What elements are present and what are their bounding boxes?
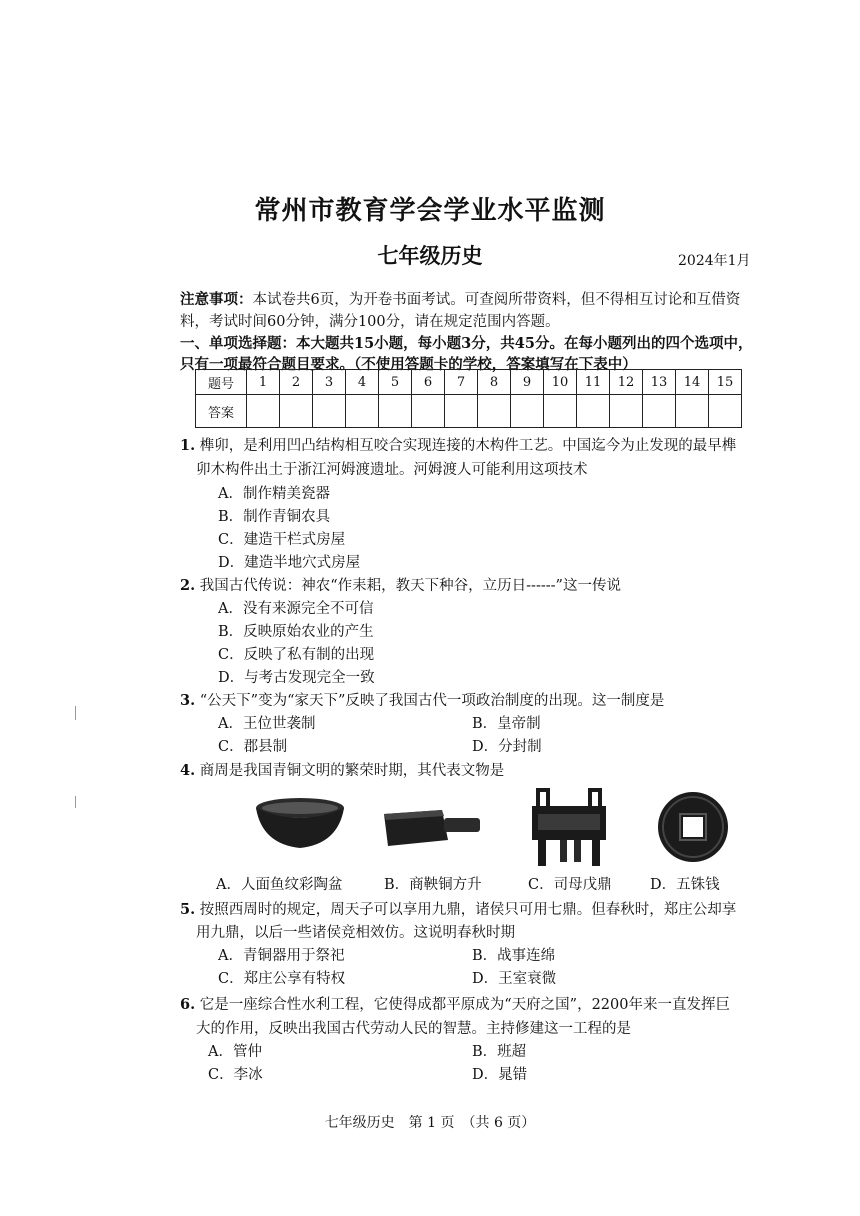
- answer-cell[interactable]: [676, 395, 709, 428]
- q2-option-c[interactable]: C．反映了私有制的出现: [218, 647, 375, 663]
- q3-option-c[interactable]: C．郡县制: [218, 739, 288, 755]
- answer-table: [195, 369, 742, 428]
- question-number-cell: 11: [577, 370, 610, 395]
- question-6-stem-1: [180, 993, 730, 1014]
- answer-table-answer-row: [196, 395, 742, 428]
- q5-option-d[interactable]: D．王室衰微: [472, 971, 557, 987]
- question-text: 它是一座综合性水利工程，它使得成都平原成为“天府之国”，2200年来一直发挥巨: [199, 997, 730, 1013]
- q2-option-b[interactable]: B．反映原始农业的产生: [218, 624, 374, 640]
- section-header-1: 一、单项选择题：本大题共15小题，每小题3分，共45分。在每小题列出的四个选项中，: [180, 335, 753, 352]
- q4-option-d[interactable]: D．五铢钱: [650, 877, 720, 893]
- answer-cell[interactable]: [643, 395, 676, 428]
- section-header-2: 只有一项最符合题目要求。（不使用答题卡的学校，答案填写在下表中）: [180, 356, 637, 373]
- question-number-cell: 6: [412, 370, 445, 395]
- notice-line-2: 料，考试时间60分钟，满分100分，请在规定范围内答题。: [180, 314, 560, 330]
- question-4-stem: [180, 759, 504, 780]
- question-number: 1.: [180, 437, 196, 454]
- question-text: 商周是我国青铜文明的繁荣时期，其代表文物是: [199, 763, 505, 779]
- q2-option-d[interactable]: D．与考古发现完全一致: [218, 670, 375, 686]
- question-1-stem-2: 卯木构件出土于浙江河姆渡遗址。河姆渡人可能利用这项技术: [196, 462, 588, 478]
- question-5-stem-1: [180, 898, 736, 919]
- q4-option-a[interactable]: A．人面鱼纹彩陶盆: [216, 877, 343, 893]
- question-number-cell: 13: [643, 370, 676, 395]
- notice-line-1: [180, 288, 740, 309]
- shang-yang-bronze-measure-image: [378, 804, 486, 848]
- question-text: “公天下”变为“家天下”反映了我国古代一项政治制度的出现。这一制度是: [199, 693, 665, 709]
- question-number-cell: 8: [478, 370, 511, 395]
- question-number-cell: 14: [676, 370, 709, 395]
- question-number: 2.: [180, 577, 196, 594]
- question-text: 我国古代传说：神农“作耒耜，教天下种谷，立历日------”这一传说: [199, 578, 621, 594]
- exam-date: 2024年1月: [678, 253, 751, 269]
- question-6-stem-2: 大的作用，反映出我国古代劳动人民的智慧。主持修建这一工程的是: [196, 1021, 631, 1037]
- answer-cell[interactable]: [544, 395, 577, 428]
- answer-cell[interactable]: [379, 395, 412, 428]
- question-number: 4.: [180, 762, 196, 779]
- answer-cell[interactable]: [247, 395, 280, 428]
- answer-cell[interactable]: [412, 395, 445, 428]
- page-footer: 七年级历史 第 1 页 （共 6 页）: [324, 1115, 536, 1131]
- q6-option-d[interactable]: D．晁错: [472, 1067, 528, 1083]
- answer-table-label: 答案: [196, 395, 247, 428]
- wuzhu-coin-image: [656, 790, 730, 864]
- scan-mark: [75, 796, 76, 808]
- notice-text-1: 本试卷共6页，为开卷书面考试。可查阅所带资料，但不得相互讨论和互借资: [252, 292, 741, 308]
- q5-option-a[interactable]: A．青铜器用于祭祀: [218, 948, 345, 964]
- exam-subject: 七年级历史: [377, 243, 483, 268]
- question-number-cell: 7: [445, 370, 478, 395]
- answer-cell[interactable]: [346, 395, 379, 428]
- answer-cell[interactable]: [478, 395, 511, 428]
- question-number-cell: 5: [379, 370, 412, 395]
- question-number-cell: 12: [610, 370, 643, 395]
- answer-cell[interactable]: [313, 395, 346, 428]
- q3-option-b[interactable]: B．皇帝制: [472, 716, 541, 732]
- question-number: 3.: [180, 692, 196, 709]
- answer-cell[interactable]: [610, 395, 643, 428]
- exam-title: 常州市教育学会学业水平监测: [254, 196, 606, 226]
- q1-option-c[interactable]: C．建造干栏式房屋: [218, 532, 346, 548]
- answer-cell[interactable]: [511, 395, 544, 428]
- q1-option-d[interactable]: D．建造半地穴式房屋: [218, 555, 361, 571]
- q5-option-b[interactable]: B．战事连绵: [472, 948, 556, 964]
- question-number-cell: 1: [247, 370, 280, 395]
- question-text: 榫卯，是利用凹凸结构相互咬合实现连接的木构件工艺。中国迄今为止发现的最早榫: [199, 438, 737, 454]
- q4-option-b[interactable]: B．商鞅铜方升: [384, 877, 482, 893]
- answer-cell[interactable]: [445, 395, 478, 428]
- answer-table-number-row: [196, 370, 742, 395]
- question-number-cell: 3: [313, 370, 346, 395]
- q6-option-a[interactable]: A．管仲: [208, 1044, 262, 1060]
- question-number-cell: 2: [280, 370, 313, 395]
- q4-option-c[interactable]: C．司母戊鼎: [528, 877, 612, 893]
- question-number: 5.: [180, 901, 196, 918]
- notice-label: 注意事项：: [180, 291, 253, 308]
- q5-option-c[interactable]: C．郑庄公享有特权: [218, 971, 346, 987]
- question-number-cell: 10: [544, 370, 577, 395]
- question-number-cell: 4: [346, 370, 379, 395]
- q3-option-d[interactable]: D．分封制: [472, 739, 542, 755]
- question-number: 6.: [180, 996, 196, 1013]
- q6-option-c[interactable]: C．李冰: [208, 1067, 263, 1083]
- q3-option-a[interactable]: A．王位世袭制: [218, 716, 316, 732]
- simuwu-ding-image: [524, 788, 614, 868]
- q1-option-b[interactable]: B．制作青铜农具: [218, 509, 331, 525]
- answer-cell[interactable]: [709, 395, 742, 428]
- painted-pottery-basin-image: [252, 796, 348, 852]
- scan-mark: [75, 706, 76, 720]
- answer-cell[interactable]: [280, 395, 313, 428]
- q1-option-a[interactable]: A．制作精美瓷器: [218, 486, 330, 502]
- answer-cell[interactable]: [577, 395, 610, 428]
- question-2-stem: [180, 574, 621, 595]
- question-3-stem: [180, 689, 664, 710]
- question-1-stem-1: [180, 434, 736, 455]
- answer-table-label: 题号: [196, 370, 247, 395]
- question-text: 按照西周时的规定，周天子可以享用九鼎，诸侯只可用七鼎。但春秋时，郑庄公却享: [199, 902, 737, 918]
- question-number-cell: 9: [511, 370, 544, 395]
- q6-option-b[interactable]: B．班超: [472, 1044, 527, 1060]
- question-5-stem-2: 用九鼎，以后一些诸侯竞相效仿。这说明春秋时期: [196, 925, 515, 941]
- question-number-cell: 15: [709, 370, 742, 395]
- q2-option-a[interactable]: A．没有来源完全不可信: [218, 601, 374, 617]
